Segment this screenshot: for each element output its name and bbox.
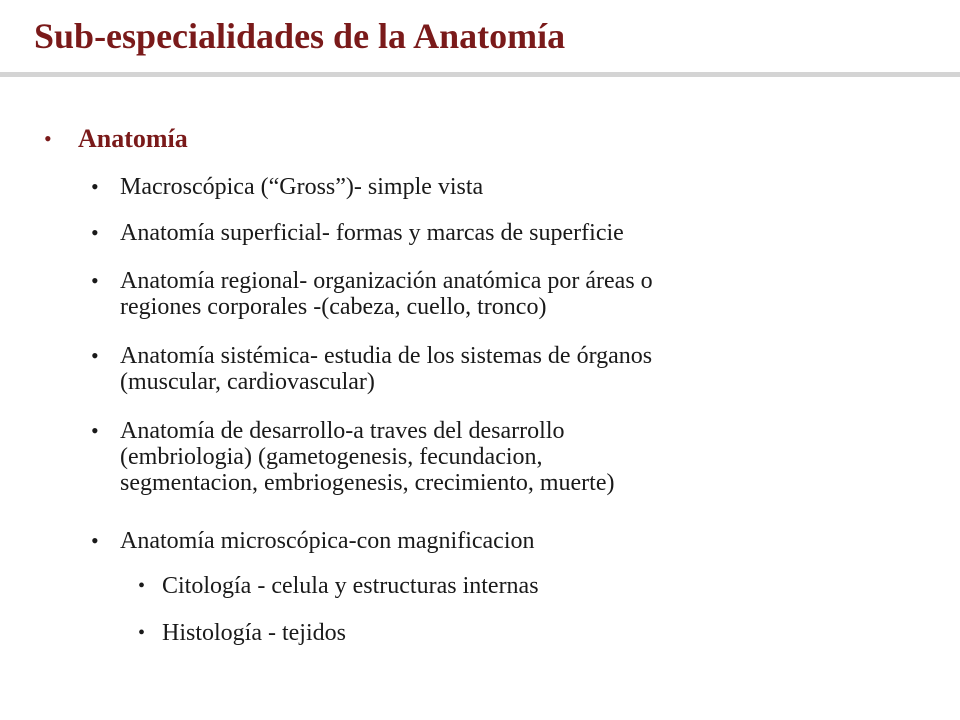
bullet-anatomia-microscopica — [91, 528, 920, 554]
bullet-dot: • — [138, 575, 146, 597]
bullet-dot: • — [91, 220, 99, 245]
bullet-dot: • — [91, 343, 99, 368]
bullet-label: Anatomía superficial- formas y marcas de superficie — [120, 220, 624, 246]
slide-title: Sub-especialidades de la Anatomía — [34, 16, 566, 56]
bullet-macroscopica — [91, 174, 920, 200]
bullet-anatomia-sistemica — [91, 343, 920, 395]
bullet-anatomia-desarrollo — [91, 418, 920, 496]
bullet-label: Macroscópica (“Gross”)- simple vista — [120, 174, 484, 200]
subbullet-histologia — [138, 620, 922, 646]
subbullet-citologia — [138, 573, 922, 599]
bullet-dot: • — [91, 174, 99, 199]
bullet-label: Anatomía — [78, 124, 188, 153]
bullet-anatomia-regional — [91, 268, 920, 320]
bullet-label: Anatomía microscópica-con magnificacion — [120, 528, 535, 554]
bullet-label: Citología - celula y estructuras internas — [162, 573, 539, 599]
bullet-dot: • — [91, 268, 99, 293]
bullet-anatomia — [44, 124, 188, 154]
bullet-anatomia-superficial — [91, 220, 920, 246]
bullet-label: Anatomía sistémica- estudia de los sistemas de órganos (muscular, cardiovascular) — [120, 343, 653, 395]
bullet-label: Anatomía regional- organización anatómica por áreas o regiones corporales -(cabeza, cuello, tronco) — [120, 268, 653, 320]
bullet-label: Histología - tejidos — [162, 620, 346, 646]
bullet-dot: • — [91, 418, 99, 443]
bullet-dot: • — [44, 126, 52, 151]
bullet-dot: • — [91, 528, 99, 553]
bullet-dot: • — [138, 622, 146, 644]
bullet-label: Anatomía de desarrollo-a traves del desarrollo (embriologia) (gametogenesis, fecundacion, segmentacion, embriogenesis, crecimiento, muerte) — [120, 418, 615, 496]
title-divider — [0, 72, 960, 77]
